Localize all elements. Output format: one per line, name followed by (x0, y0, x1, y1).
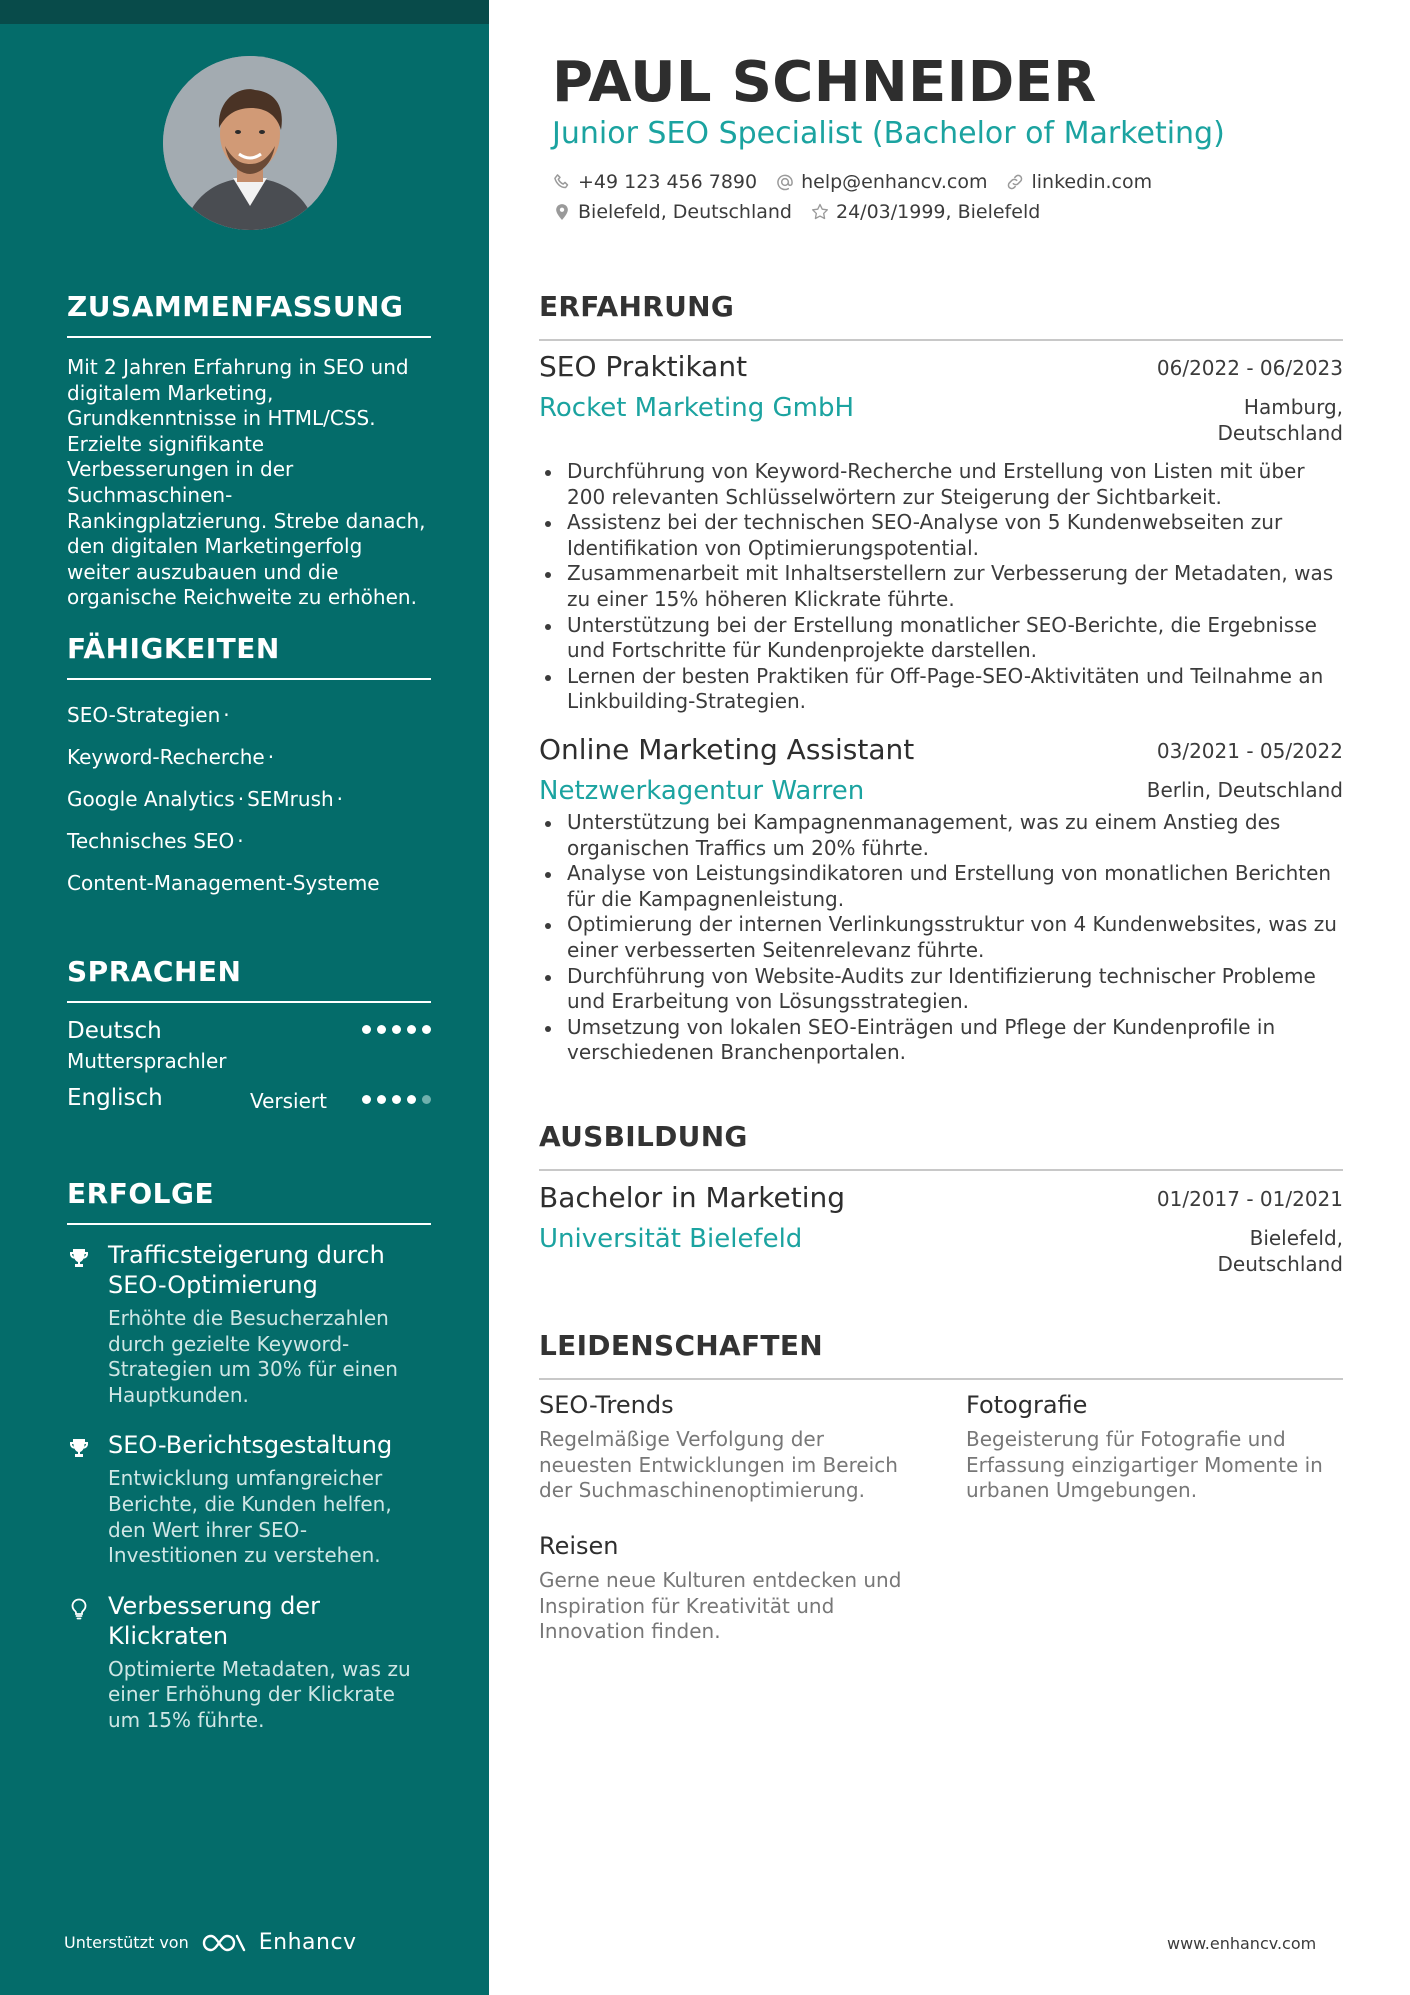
experience-title: ERFAHRUNG (539, 290, 1343, 341)
experience-date: 03/2021 - 05/2022 (1156, 739, 1343, 763)
skill-line: Google Analytics · SEMrush · (67, 787, 344, 811)
passion-description: Begeisterung für Fotografie und Erfassung einzigartiger Momente in urbanen Umgebungen. (966, 1427, 1323, 1503)
skill-line (67, 862, 431, 904)
skills-section (67, 632, 431, 904)
experience-date: 06/2022 - 06/2023 (1156, 356, 1343, 380)
experience-bullets (539, 459, 1343, 715)
skill-item: SEO-Strategien (67, 703, 221, 727)
experience-entry (539, 733, 1343, 1066)
trophy-icon (67, 1246, 91, 1270)
at-icon (775, 172, 795, 192)
skill-item: Keyword-Recherche (67, 745, 265, 769)
location-pin-icon (552, 202, 572, 222)
passion-title: SEO-Trends (539, 1391, 674, 1419)
skill-line: SEO-Strategien · (67, 703, 230, 727)
contact-row (552, 171, 1152, 193)
rating-dot (407, 1025, 416, 1034)
experience-bullet: Zusammenarbeit mit Inhaltserstellern zur Verbesserung der Metadaten, was zu einer 15% höheren Klickrate führte. (539, 561, 1343, 612)
achievement-description: Entwicklung umfangreicher Berichte, die Kunden helfen, den Wert ihrer SEO-Investitionen zu verstehen. (108, 1466, 392, 1568)
skill-item: Content-Management-Systeme (67, 871, 380, 895)
achievement-description: Erhöhte die Besucherzahlen durch gezielte Keyword-Strategien um 30% für einen Hauptkunden. (108, 1306, 398, 1407)
passion-title: Fotografie (966, 1391, 1088, 1419)
rating-dot (377, 1025, 386, 1034)
experience-role: SEO Praktikant (539, 350, 748, 383)
passion-item (539, 1391, 919, 1504)
skill-line: Keyword-Recherche · (67, 745, 275, 769)
experience-role: Online Marketing Assistant (539, 733, 915, 766)
experience-location-line: Hamburg, (1243, 395, 1343, 419)
passions-title: LEIDENSCHAFTEN (539, 1329, 1343, 1380)
experience-bullet: Durchführung von Keyword-Recherche und Erstellung von Listen mit über 200 relevanten Schlüsselwörtern zur Steigerung der Sichtbarkeit. (539, 459, 1343, 510)
education-entry (539, 1181, 1343, 1276)
languages-section (67, 955, 431, 1159)
experience-location (1218, 395, 1344, 446)
experience-entry (539, 350, 1343, 715)
candidate-headline: Junior SEO Specialist (Bachelor of Marketing) (552, 116, 1225, 151)
powered-by (64, 1930, 357, 1955)
powered-by-brand[interactable]: Enhancv (258, 1930, 357, 1955)
experience-company: Rocket Marketing GmbH (539, 393, 855, 423)
rating-dot (377, 1095, 386, 1104)
rating-dot (392, 1095, 401, 1104)
passion-title: Reisen (539, 1532, 619, 1560)
experience-bullet: Analyse von Leistungsindikatoren und Erstellung von monatlichen Berichten für die Kampagnenleistung. (539, 861, 1343, 912)
passion-item (539, 1532, 919, 1645)
lightbulb-icon (67, 1597, 91, 1621)
experience-bullet: Lernen der besten Praktiken für Off-Page-SEO-Aktivitäten und Teilnahme an Linkbuilding-Strategien. (539, 664, 1343, 715)
achievement-description: Optimierte Metadaten, was zu einer Erhöhung der Klickrate um 15% führte. (108, 1656, 411, 1732)
powered-by-label: Unterstützt von (64, 1933, 189, 1952)
language-row (67, 1003, 431, 1081)
phone-icon (552, 172, 572, 192)
achievement-item (67, 1591, 431, 1734)
contact-location (552, 201, 792, 223)
experience-bullet: Umsetzung von lokalen SEO-Einträgen und Pflege der Kundenprofile in verschiedenen Branchenportalen. (539, 1015, 1343, 1066)
achievement-title: Trafficsteigerung durch SEO-Optimierung (108, 1241, 385, 1299)
rating-dot (422, 1025, 431, 1034)
experience-bullet: Optimierung der internen Verlinkungsstruktur von 4 Kundenwebsites, was zu einer verbesserten Seitenrelevanz führte. (539, 912, 1343, 963)
skill-item: Google Analytics (67, 787, 235, 811)
rating-dot (422, 1095, 431, 1104)
education-location-line: Bielefeld, (1249, 1226, 1343, 1250)
passion-item (966, 1391, 1346, 1504)
summary-text: Mit 2 Jahren Erfahrung in SEO und digitalem Marketing, Grundkenntnisse in HTML/CSS. Erzielte signifikante Verbesserungen in der Suchmaschinen-Rankingplatzierung. Strebe danach, den digitalen Marketingerfolg weiter auszubauen und die organische Reichweite zu erhöhen. (67, 355, 426, 610)
summary-section (67, 290, 431, 611)
rating-dot (362, 1025, 371, 1034)
education-title: AUSBILDUNG (539, 1120, 1343, 1171)
skills-title: FÄHIGKEITEN (67, 632, 431, 680)
experience-bullet: Unterstützung bei Kampagnenmanagement, was zu einem Anstieg des organischen Traffics um 20% führte. (539, 810, 1343, 861)
contact-location-text: Bielefeld, Deutschland (578, 201, 792, 223)
avatar (163, 56, 337, 230)
sidebar (0, 0, 489, 1995)
skill-line: Technisches SEO · (67, 829, 244, 853)
achievements-section (67, 1177, 431, 1734)
rating-dot (362, 1095, 371, 1104)
experience-bullet: Durchführung von Website-Audits zur Identifizierung technischer Probleme und Erarbeitung von Lösungsstrategien. (539, 964, 1343, 1015)
language-level: Muttersprachler (67, 1049, 227, 1073)
skills-list (67, 694, 431, 904)
achievements-title: ERFOLGE (67, 1177, 431, 1225)
experience-bullet: Unterstützung bei der Erstellung monatlicher SEO-Berichte, die Ergebnisse und Fortschritte für Kundenprojekte darstellen. (539, 613, 1343, 664)
contact-link[interactable] (1005, 171, 1152, 193)
achievement-item (67, 1240, 431, 1408)
passion-description: Gerne neue Kulturen entdecken und Inspiration für Kreativität und Innovation finden. (539, 1568, 902, 1644)
contact-birth (810, 201, 1040, 223)
contact-phone[interactable] (552, 171, 757, 193)
contact-birth-text: 24/03/1999, Bielefeld (836, 201, 1041, 223)
languages-title: SPRACHEN (67, 955, 431, 1003)
language-name: Deutsch (67, 1018, 162, 1044)
rating-dot (407, 1095, 416, 1104)
enhancv-logo-icon (201, 1931, 247, 1955)
contact-phone-text: +49 123 456 7890 (578, 171, 758, 193)
trophy-icon (67, 1436, 91, 1460)
contact-link-text: linkedin.com (1031, 171, 1153, 193)
sidebar-top-bar (0, 0, 489, 24)
skill-item: SEMrush (247, 787, 334, 811)
footer-url[interactable]: www.enhancv.com (1167, 1934, 1317, 1953)
contact-email[interactable] (775, 171, 987, 193)
experience-bullets (539, 810, 1343, 1066)
candidate-name: PAUL SCHNEIDER (552, 50, 1097, 115)
achievement-item (67, 1430, 431, 1568)
experience-location-line: Berlin, Deutschland (1146, 778, 1343, 802)
education-date: 01/2017 - 01/2021 (1156, 1187, 1343, 1211)
experience-company: Netzwerkagentur Warren (539, 776, 865, 806)
contact-row-2 (552, 201, 1040, 223)
achievement-title: SEO-Berichtsgestaltung (108, 1431, 393, 1460)
language-name: Englisch (67, 1085, 163, 1111)
rating-dot (392, 1025, 401, 1034)
summary-title: ZUSAMMENFASSUNG (67, 290, 431, 338)
language-rating (362, 1095, 431, 1104)
experience-bullet: Assistenz bei der technischen SEO-Analyse von 5 Kundenwebseiten zur Identifikation von Optimierungspotential. (539, 510, 1343, 561)
main-content (539, 0, 1343, 1995)
achievement-title: Verbesserung der Klickraten (108, 1591, 320, 1650)
contact-email-text: help@enhancv.com (801, 171, 988, 193)
education-school: Universität Bielefeld (539, 1224, 803, 1254)
education-degree: Bachelor in Marketing (539, 1181, 846, 1214)
language-level: Versiert (249, 1089, 327, 1113)
passion-description: Regelmäßige Verfolgung der neuesten Entwicklungen im Bereich der Suchmaschinenoptimierung. (539, 1427, 898, 1503)
experience-location-line: Deutschland (1217, 420, 1343, 445)
language-rating (362, 1025, 431, 1034)
link-icon (1005, 172, 1025, 192)
education-location-line: Deutschland (1217, 1251, 1343, 1276)
experience-location (1147, 778, 1343, 804)
language-row (67, 1081, 431, 1159)
education-location (1218, 1226, 1344, 1277)
skill-item: Technisches SEO (67, 829, 235, 853)
star-icon (810, 202, 830, 222)
